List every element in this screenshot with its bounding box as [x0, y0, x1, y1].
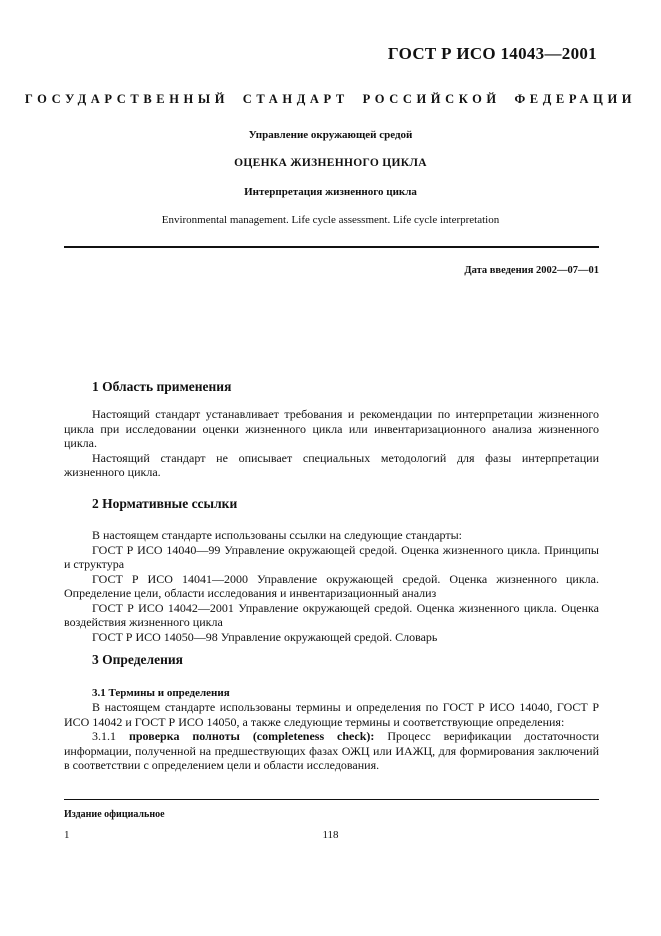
term-number: 3.1.1: [92, 729, 116, 743]
reference-item: ГОСТ Р ИСО 14040—99 Управление окружающей средой. Оценка жизненного цикла. Принципы и структура: [64, 542, 599, 571]
section-3-heading: 3 Определения: [92, 652, 183, 667]
page-number-center: 118: [322, 829, 339, 841]
title-line-3: Интерпретация жизненного цикла: [244, 186, 417, 198]
reference-item: ГОСТ Р ИСО 14050—98 Управление окружающей средой. Словарь: [92, 629, 438, 644]
document-code: ГОСТ Р ИСО 14043—2001: [387, 44, 597, 63]
section-1-paragraph-1: Настоящий стандарт устанавливает требования и рекомендации по интерпретации жизненного цикла при исследовании оценки жизненного цикла или инвентаризационного анализа жизненного цикла.: [64, 407, 599, 450]
section-2-heading: 2 Нормативные ссылки: [92, 496, 238, 511]
introduction-date: Дата введения 2002—07—01: [464, 265, 599, 276]
section-2-body: [64, 528, 599, 644]
reference-item: ГОСТ Р ИСО 14042—2001 Управление окружающей средой. Оценка жизненного цикла. Оценка воздействия жизненного цикла: [64, 600, 599, 629]
section-3-body: [64, 700, 599, 773]
subsection-3-1-heading: 3.1 Термины и определения: [92, 687, 230, 699]
section-1-body: [64, 407, 599, 480]
footer-divider: [64, 799, 599, 800]
term-definition: [64, 729, 599, 773]
section-3-paragraph-1: В настоящем стандарте использованы термины и определения по ГОСТ Р ИСО 14040, ГОСТ Р ИСО 14042 и ГОСТ Р ИСО 14050, а также следующие термины и соответствующие определения:: [64, 700, 599, 729]
section-2-intro: В настоящем стандарте использованы ссылки на следующие стандарты:: [92, 528, 463, 542]
english-title: Environmental management. Life cycle assessment. Life cycle interpretation: [161, 214, 500, 226]
title-line-2: ОЦЕНКА ЖИЗНЕННОГО ЦИКЛА: [234, 157, 427, 169]
term-name: проверка полноты (completeness check):: [128, 729, 375, 743]
title-line-1: Управление окружающей средой: [248, 129, 413, 141]
term-definition-text: Процесс верификации достаточности информации, полученной на предшествующих фазах ОЖЦ или ИАЖЦ, для формирования заключений в соответствии с определением цели и области исследования.: [64, 729, 600, 772]
title-divider: [64, 246, 599, 248]
state-standard-title: ГОСУДАРСТВЕННЫЙ СТАНДАРТ РОССИЙСКОЙ ФЕДЕРАЦИИ: [24, 92, 637, 106]
section-1-paragraph-2: Настоящий стандарт не описывает специальных методологий для фазы интерпретации жизненного цикла.: [64, 450, 599, 479]
section-1-heading: 1 Область применения: [92, 379, 232, 394]
reference-item: ГОСТ Р ИСО 14041—2000 Управление окружающей средой. Оценка жизненного цикла. Определение цели, области исследования и инвентаризационный анализ: [64, 571, 599, 600]
page-number-left: 1: [64, 829, 70, 841]
official-edition-label: Издание официальное: [64, 809, 165, 820]
